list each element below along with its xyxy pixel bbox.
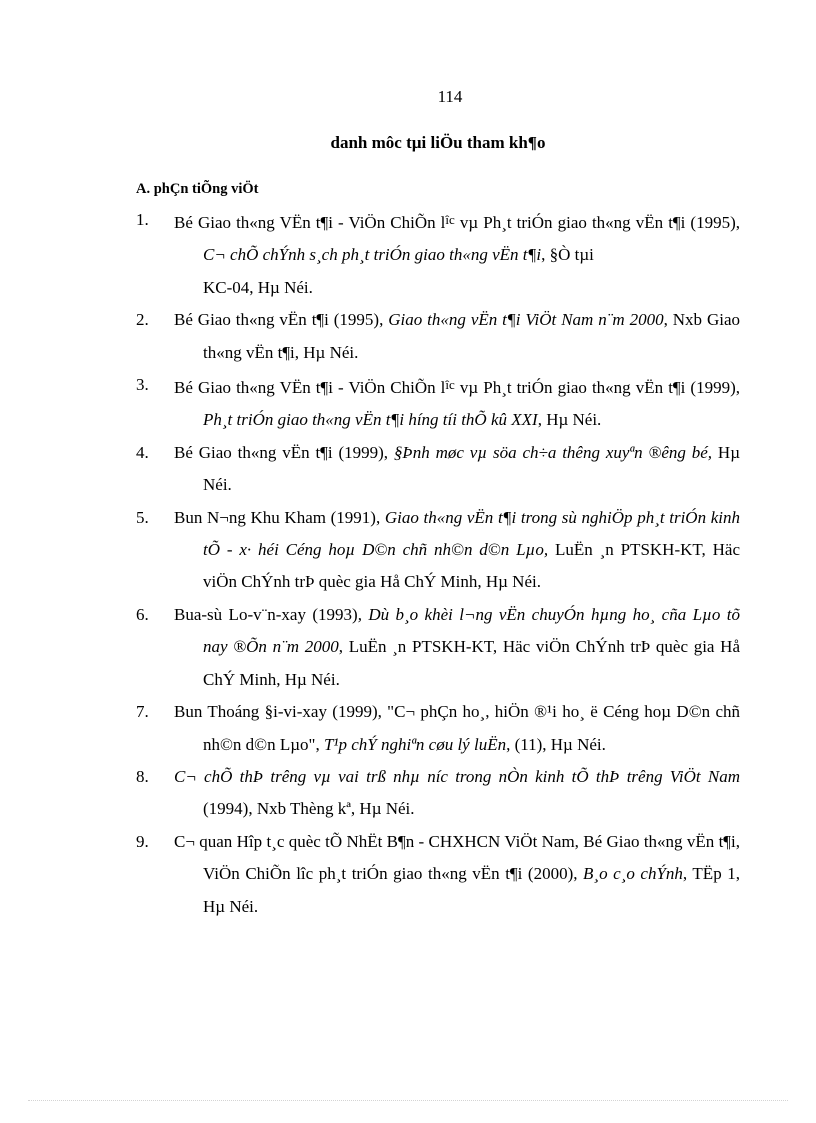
- section-heading: A. phÇn tiÕng viÖt: [136, 181, 259, 197]
- reference-title: C¬ chÕ thÞ trêng vµ vai trß nhµ níc trong nÒn kinh tÕ thÞ trêng ViÖt Nam: [174, 766, 740, 786]
- reference-text: vµ Ph¸t triÓn giao th«ng vËn t¶i (1999),: [454, 378, 740, 398]
- reference-text: , TËp 1, Hµ Néi.: [203, 864, 740, 916]
- reference-item: [136, 761, 740, 826]
- reference-title: §Þnh møc vµ söa ch÷a thêng xuyªn ®êng bé,: [393, 442, 713, 462]
- reference-item: [136, 826, 740, 923]
- reference-number: 6.: [136, 604, 149, 624]
- reference-title: Giao th«ng vËn t¶i trong sù nghiÖp ph¸t triÓn kinh tÕ - x· héi Céng hoµ D©n chñ nh©n d©n Lµo,: [203, 507, 740, 560]
- reference-number: 3.: [136, 375, 149, 395]
- reference-text: Bé Giao th«ng VËn t¶i - ViÖn ChiÕn l: [174, 378, 446, 398]
- page-number: 114: [437, 87, 463, 106]
- reference-text: vµ Ph¸t triÓn giao th«ng vËn t¶i (1995),: [454, 213, 740, 232]
- reference-text: Bua-sù Lo-v¨n-xay (1993): [174, 604, 358, 624]
- reference-title: T¹p chÝ nghiªn cøu lý luËn: [323, 734, 507, 754]
- reference-superscript: îc: [445, 212, 455, 227]
- reference-number: 7.: [136, 702, 149, 722]
- reference-number: 1.: [136, 210, 149, 229]
- reference-item: [136, 599, 740, 696]
- reference-number: 9.: [136, 831, 149, 851]
- reference-text: LuËn ¸n PTSKH-KT, Häc viÖn ChÝnh trÞ quèc gia Hå ChÝ Minh, Hµ Néi.: [203, 540, 740, 592]
- reference-number: 8.: [136, 766, 149, 786]
- reference-item: [136, 204, 740, 304]
- reference-text: , (11), Hµ Néi.: [506, 734, 606, 754]
- reference-text: (1994), Nxb Thèng kª, Hµ Néi.: [203, 799, 415, 819]
- reference-title: , Dù b¸o khèi l¬ng vËn chuyÓn hµng ho¸ cña Lµo tõ nay ®Õn n¨m 2000: [203, 604, 740, 657]
- reference-number: 4.: [136, 442, 149, 462]
- footer-divider: [28, 1100, 788, 1101]
- reference-title: C¬ chÕ chÝnh s¸ch ph¸t triÓn giao th«ng vËn t¶i: [203, 245, 542, 265]
- reference-title: Ph¸t triÓn giao th«ng vËn t¶i híng tíi thÕ kû XXI: [203, 410, 538, 430]
- reference-text: Bun N¬ng Khu Kham (1991),: [174, 507, 385, 527]
- reference-text: , Hµ Néi.: [537, 410, 602, 430]
- page-title: danh môc tµi liÖu tham kh¶o: [330, 133, 546, 152]
- reference-title: Giao th«ng vËn t¶i ViÖt Nam n¨m 2000: [388, 310, 664, 330]
- reference-text: , §Ò tµi: [541, 245, 594, 265]
- reference-text: Bun Thoáng §i-vi-xay (1999), "C¬ phÇn ho¸, hiÖn ®¹i ho¸ ë Céng hoµ D©n chñ nh©n d©n Lµo",: [174, 702, 740, 754]
- reference-number: 2.: [136, 310, 149, 330]
- reference-item: [136, 304, 740, 369]
- reference-text: Bé Giao th«ng vËn t¶i (1999),: [174, 442, 394, 462]
- reference-text: Bé Giao th«ng VËn t¶i - ViÖn ChiÕn l: [174, 213, 446, 232]
- reference-tail: KC-04, Hµ Néi.: [203, 277, 313, 297]
- reference-item: [136, 696, 740, 761]
- reference-text: Hµ Néi.: [203, 442, 740, 495]
- reference-superscript: îc: [445, 377, 455, 393]
- reference-text: , LuËn ¸n PTSKH-KT, Häc viÖn ChÝnh trÞ quèc gia Hå ChÝ Minh, Hµ Néi.: [203, 637, 740, 689]
- reference-text: Bé Giao th«ng vËn t¶i (1995),: [174, 310, 389, 330]
- reference-text: , Nxb Giao th«ng vËn t¶i, Hµ Néi.: [203, 310, 741, 362]
- reference-text: C¬ quan Hîp t¸c quèc tÕ NhËt B¶n - CHXHCN ViÖt Nam, Bé Giao th«ng vËn t¶i, ViÖn ChiÕn lîc ph¸t triÓn giao th«ng vËn t¶i (2000),: [174, 831, 740, 884]
- reference-item: [136, 502, 740, 599]
- reference-list: [136, 204, 740, 923]
- reference-title: B¸o c¸o chÝnh: [583, 864, 683, 884]
- reference-item: [136, 437, 740, 502]
- reference-number: 5.: [136, 507, 149, 527]
- reference-item: [136, 369, 740, 437]
